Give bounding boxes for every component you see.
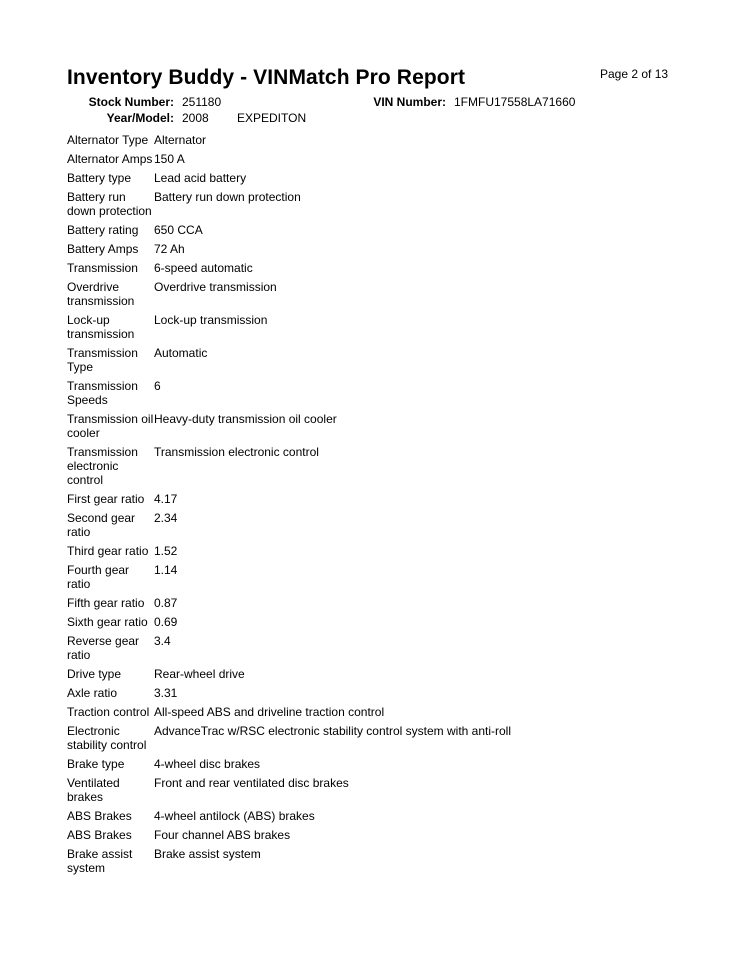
spec-row xyxy=(67,131,511,150)
spec-value: 0.69 xyxy=(154,615,178,629)
spec-row xyxy=(67,807,511,826)
spec-row xyxy=(67,278,511,311)
spec-label: Fourth gear ratio xyxy=(67,563,130,591)
spec-value: 4-wheel disc brakes xyxy=(154,757,261,771)
spec-value: Brake assist system xyxy=(154,847,261,861)
spec-row xyxy=(67,722,511,755)
spec-row xyxy=(67,509,511,542)
spec-row xyxy=(67,410,511,443)
spec-row xyxy=(67,774,511,807)
spec-label: Transmission electronic control xyxy=(67,445,138,487)
spec-value: 6 xyxy=(154,379,161,393)
spec-row xyxy=(67,490,511,509)
spec-value: 2.34 xyxy=(154,511,178,525)
spec-label: Sixth gear ratio xyxy=(67,615,148,629)
spec-value: Transmission electronic control xyxy=(154,445,319,459)
year-model-label: Year/Model: xyxy=(106,111,174,125)
spec-row xyxy=(67,632,511,665)
spec-label: Brake type xyxy=(67,757,125,771)
spec-row xyxy=(67,188,511,221)
spec-value: 6-speed automatic xyxy=(154,261,253,275)
spec-label: Battery run down protection xyxy=(67,190,152,218)
spec-label: Transmission oil cooler xyxy=(67,412,154,440)
spec-table xyxy=(67,131,511,878)
spec-row xyxy=(67,150,511,169)
spec-value: 150 A xyxy=(154,152,185,166)
stock-number-label: Stock Number: xyxy=(88,95,174,109)
spec-row xyxy=(67,221,511,240)
spec-label: Electronic stability control xyxy=(67,724,147,752)
spec-value: 4.17 xyxy=(154,492,178,506)
spec-label: Lock-up transmission xyxy=(67,313,135,341)
spec-label: Traction control xyxy=(67,705,150,719)
spec-label: ABS Brakes xyxy=(67,809,132,823)
spec-label: Battery type xyxy=(67,171,132,185)
spec-row xyxy=(67,703,511,722)
spec-label: Reverse gear ratio xyxy=(67,634,140,662)
spec-label: Drive type xyxy=(67,667,122,681)
spec-label: Ventilated brakes xyxy=(67,776,120,804)
spec-value: Lock-up transmission xyxy=(154,313,268,327)
spec-row xyxy=(67,344,511,377)
vin-number-value: 1FMFU17558LA71660 xyxy=(454,95,576,109)
spec-value: Lead acid battery xyxy=(154,171,247,185)
spec-value: 4-wheel antilock (ABS) brakes xyxy=(154,809,315,823)
spec-value: Front and rear ventilated disc brakes xyxy=(154,776,349,790)
stock-number-value: 251180 xyxy=(182,95,222,109)
spec-row xyxy=(67,684,511,703)
spec-label: ABS Brakes xyxy=(67,828,132,842)
spec-value: Alternator xyxy=(154,133,207,147)
spec-value: 0.87 xyxy=(154,596,178,610)
spec-row xyxy=(67,845,511,878)
spec-label: Axle ratio xyxy=(67,686,118,700)
page-number: Page 2 of 13 xyxy=(600,67,669,81)
spec-value: 72 Ah xyxy=(154,242,185,256)
spec-label: Battery Amps xyxy=(67,242,139,256)
spec-row xyxy=(67,826,511,845)
spec-value: Automatic xyxy=(154,346,208,360)
spec-row xyxy=(67,259,511,278)
spec-label: Brake assist system xyxy=(67,847,133,875)
spec-value: 3.31 xyxy=(154,686,178,700)
spec-label: Second gear ratio xyxy=(67,511,136,539)
spec-row xyxy=(67,665,511,684)
spec-label: Battery rating xyxy=(67,223,139,237)
spec-value: 1.14 xyxy=(154,563,178,577)
spec-value: Heavy-duty transmission oil cooler xyxy=(154,412,337,426)
spec-row xyxy=(67,542,511,561)
spec-label: Fifth gear ratio xyxy=(67,596,145,610)
spec-value: Battery run down protection xyxy=(154,190,301,204)
spec-row xyxy=(67,169,511,188)
spec-row xyxy=(67,561,511,594)
spec-label: Alternator Type xyxy=(67,133,149,147)
spec-label: Transmission Type xyxy=(67,346,138,374)
spec-value: AdvanceTrac w/RSC electronic stability control system with anti-roll xyxy=(154,724,512,738)
spec-row xyxy=(67,443,511,490)
spec-label: First gear ratio xyxy=(67,492,145,506)
spec-label: Third gear ratio xyxy=(67,544,149,558)
spec-value: All-speed ABS and driveline traction control xyxy=(154,705,385,719)
spec-value: 650 CCA xyxy=(154,223,203,237)
spec-row xyxy=(67,377,511,410)
spec-row xyxy=(67,240,511,259)
spec-label: Transmission Speeds xyxy=(67,379,138,407)
vin-number-label: VIN Number: xyxy=(373,95,446,109)
spec-label: Alternator Amps xyxy=(67,152,153,166)
spec-row xyxy=(67,613,511,632)
spec-row xyxy=(67,311,511,344)
spec-table-body xyxy=(67,131,511,878)
spec-value: Four channel ABS brakes xyxy=(154,828,291,842)
spec-label: Transmission xyxy=(67,261,138,275)
year-value: 2008 xyxy=(182,111,209,125)
spec-value: Overdrive transmission xyxy=(154,280,277,294)
spec-label: Overdrive transmission xyxy=(67,280,135,308)
report-title: Inventory Buddy - VINMatch Pro Report xyxy=(67,66,466,89)
model-value: EXPEDITON xyxy=(237,111,307,125)
spec-value: Rear-wheel drive xyxy=(154,667,245,681)
spec-row xyxy=(67,755,511,774)
spec-value: 3.4 xyxy=(154,634,171,648)
spec-row xyxy=(67,594,511,613)
spec-value: 1.52 xyxy=(154,544,178,558)
